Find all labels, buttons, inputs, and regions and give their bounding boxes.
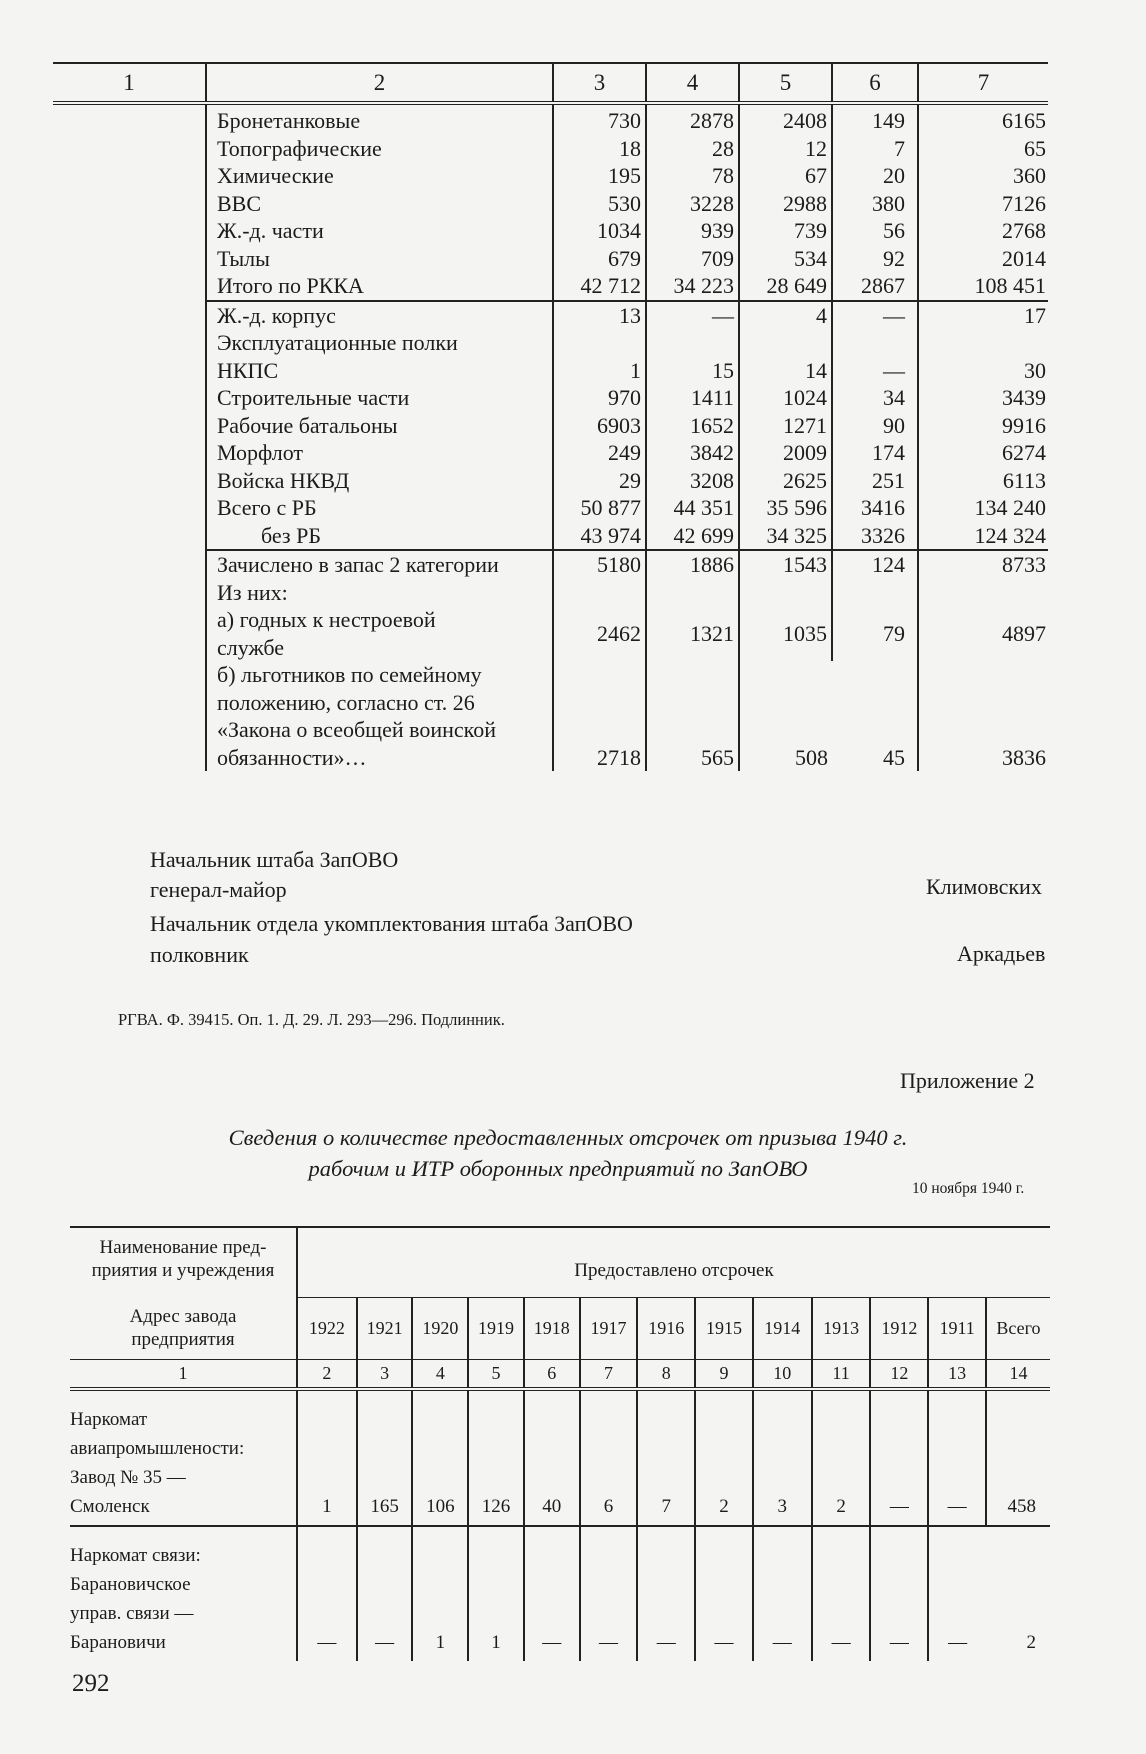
column-number: 1 <box>70 1359 297 1389</box>
row-label: без РБ <box>206 522 553 551</box>
table-row-total-rkka <box>53 272 1048 301</box>
cell: — <box>928 1389 986 1526</box>
cell: 1024 <box>739 384 832 412</box>
cell: 1 <box>468 1526 524 1661</box>
cell: 530 <box>553 190 646 218</box>
table-header-row <box>70 1297 1050 1359</box>
table-row <box>53 467 1048 495</box>
column-number: 5 <box>468 1359 524 1389</box>
cell: 6903 <box>553 412 646 440</box>
row-label: Ж.-д. корпус <box>206 301 553 330</box>
table-row <box>53 190 1048 218</box>
cell: 15 <box>646 329 739 384</box>
cell: 249 <box>553 439 646 467</box>
cell: — <box>580 1526 638 1661</box>
cell: 1034 <box>553 217 646 245</box>
cell: — <box>695 1526 753 1661</box>
cell: 360 <box>918 162 1048 190</box>
cell: — <box>870 1526 928 1661</box>
cell: 2768 <box>918 217 1048 245</box>
year-header: 1912 <box>870 1297 928 1359</box>
cell: 3326 <box>832 522 918 551</box>
year-header: 1921 <box>357 1297 413 1359</box>
archive-source-reference: РГВА. Ф. 39415. Оп. 1. Д. 29. Л. 293—296. Подлинник. <box>118 1010 505 1029</box>
cell: 1652 <box>646 412 739 440</box>
name-line: Наркомат <box>70 1409 148 1430</box>
cell: 2718 <box>553 661 646 771</box>
header-line: Адрес завода <box>129 1305 237 1327</box>
year-header: 1917 <box>580 1297 638 1359</box>
table-row <box>53 301 1048 330</box>
cell: 709 <box>646 245 739 273</box>
row-label: Морфлот <box>206 439 553 467</box>
cell: 730 <box>553 107 646 135</box>
row-label: Строительные части <box>206 384 553 412</box>
cell: 1 <box>553 329 646 384</box>
row-label-line: б) льготников по семейному <box>217 662 482 687</box>
column-number: 11 <box>812 1359 871 1389</box>
cell: 508 <box>739 661 832 771</box>
cell: 1035 <box>739 606 832 661</box>
cell: 78 <box>646 162 739 190</box>
cell: 2988 <box>739 190 832 218</box>
cell: 2878 <box>646 107 739 135</box>
row-label <box>206 329 553 384</box>
column-header: 5 <box>739 63 832 103</box>
table-row <box>53 439 1048 467</box>
cell: 45 <box>883 744 905 770</box>
column-number: 10 <box>753 1359 812 1389</box>
cell: 251 <box>832 467 918 495</box>
year-header: 1922 <box>297 1297 357 1359</box>
cell: 3228 <box>646 190 739 218</box>
signature-title-staffing-dept: Начальник отдела укомплектования штаба ЗапОВО <box>150 911 633 936</box>
cell: 6 <box>580 1389 638 1526</box>
row-label: Зачислено в запас 2 категории <box>206 550 553 579</box>
row-label-line: обязанности»… <box>217 744 367 770</box>
header-line: Наименование пред- <box>99 1237 267 1258</box>
cell: 30 <box>918 329 1048 384</box>
title-line-2: рабочим и ИТР оборонных предприятий по ЗапОВО <box>308 1156 808 1181</box>
table-row <box>53 107 1048 135</box>
page-number: 292 <box>72 1670 110 1697</box>
appendix-label: Приложение 2 <box>900 1068 1035 1093</box>
cell: — <box>637 1526 695 1661</box>
table-row <box>53 384 1048 412</box>
cell: — <box>832 329 918 384</box>
cell: 380 <box>832 190 918 218</box>
cell: 35 596 <box>739 494 832 522</box>
year-header: 1915 <box>695 1297 753 1359</box>
year-header: 1920 <box>412 1297 468 1359</box>
name-line: Барановичи <box>70 1632 166 1653</box>
cell: 6113 <box>918 467 1048 495</box>
cell: 2009 <box>739 439 832 467</box>
cell: 134 240 <box>918 494 1048 522</box>
table-row <box>53 550 1048 579</box>
cell: 34 223 <box>646 272 739 301</box>
year-header: 1916 <box>637 1297 695 1359</box>
year-header: 1918 <box>524 1297 580 1359</box>
total-header: Всего <box>986 1297 1050 1359</box>
column-number: 13 <box>928 1359 986 1389</box>
cell: 40 <box>524 1389 580 1526</box>
cell: 4 <box>739 301 832 330</box>
cell: 3842 <box>646 439 739 467</box>
cell: 17 <box>918 301 1048 330</box>
cell: — <box>832 301 918 330</box>
cell: 1886 <box>646 550 739 579</box>
cell: 1 <box>297 1389 357 1526</box>
name-column-header <box>70 1227 297 1297</box>
cell: 14 <box>739 329 832 384</box>
header-line: предприятия <box>131 1328 235 1350</box>
table-header-row <box>53 63 1048 103</box>
cell: 126 <box>468 1389 524 1526</box>
cell: 90 <box>832 412 918 440</box>
column-header: 7 <box>918 63 1048 103</box>
cell: 5180 <box>553 550 646 579</box>
row-label-line: а) годных к нестроевой <box>217 607 436 632</box>
cell: — <box>524 1526 580 1661</box>
name-line: Наркомат связи: <box>70 1545 201 1566</box>
row-label <box>206 661 553 771</box>
cell: 2 <box>812 1389 871 1526</box>
cell: 1 <box>412 1526 468 1661</box>
cell: 124 <box>832 550 918 579</box>
cell: 149 <box>832 107 918 135</box>
cell: 4897 <box>918 606 1048 661</box>
column-number: 12 <box>870 1359 928 1389</box>
cell: 42 699 <box>646 522 739 551</box>
cell: 7 <box>637 1389 695 1526</box>
column-number: 14 <box>986 1359 1050 1389</box>
cell: 1411 <box>646 384 739 412</box>
cell: — <box>870 1389 928 1526</box>
cell: — <box>357 1526 413 1661</box>
signature-rank-major-general: генерал-майор <box>150 877 287 902</box>
cell: 18 <box>553 135 646 163</box>
cell: 79 <box>832 606 918 661</box>
cell: 534 <box>739 245 832 273</box>
cell: 8733 <box>918 550 1048 579</box>
cell: 2462 <box>553 606 646 661</box>
cell: 3 <box>753 1389 812 1526</box>
cell: 3208 <box>646 467 739 495</box>
column-number: 7 <box>580 1359 638 1389</box>
cell: 2 <box>695 1389 753 1526</box>
cell: 29 <box>553 467 646 495</box>
column-header: 6 <box>832 63 918 103</box>
cell: 7126 <box>918 190 1048 218</box>
cell: 9916 <box>918 412 1048 440</box>
cell: 6274 <box>918 439 1048 467</box>
row-label-line: «Закона о всеобщей воинской <box>217 717 497 742</box>
cell: 1321 <box>646 606 739 661</box>
row-label: Химические <box>206 162 553 190</box>
cell: 3439 <box>918 384 1048 412</box>
table-row-baranovichi-comms <box>70 1526 1050 1661</box>
cell: 739 <box>739 217 832 245</box>
name-line: Смоленск <box>70 1496 150 1517</box>
cell: — <box>646 301 739 330</box>
cell: 42 712 <box>553 272 646 301</box>
cell: 13 <box>553 301 646 330</box>
table-row-total-without-rb <box>53 522 1048 551</box>
cell: — <box>297 1526 357 1661</box>
cell: 12 <box>739 135 832 163</box>
deferment-table <box>70 1226 1050 1661</box>
column-header: 4 <box>646 63 739 103</box>
table-row <box>53 217 1048 245</box>
title-line-1: Сведения о количестве предоставленных отсрочек от призыва 1940 г. <box>228 1125 908 1150</box>
cell: 165 <box>357 1389 413 1526</box>
cell: — <box>928 1526 986 1661</box>
cell: 7 <box>832 135 918 163</box>
column-header: 3 <box>553 63 646 103</box>
enterprise-name <box>70 1389 297 1526</box>
cell: 108 451 <box>918 272 1048 301</box>
year-header: 1914 <box>753 1297 812 1359</box>
signature-title-chief-of-staff: Начальник штаба ЗапОВО <box>150 847 399 872</box>
cell: 1543 <box>739 550 832 579</box>
name-line: авиапромышлености: <box>70 1438 245 1459</box>
name-line: Барановичское <box>70 1574 191 1595</box>
table-header-row <box>70 1227 1050 1297</box>
column-header: 2 <box>206 63 553 103</box>
year-header: 1919 <box>468 1297 524 1359</box>
cell: 34 <box>832 384 918 412</box>
header-line: приятия и учреждения <box>91 1260 275 1281</box>
cell: 50 877 <box>553 494 646 522</box>
row-label: Из них: <box>206 579 553 607</box>
column-number: 2 <box>297 1359 357 1389</box>
table-row-total-with-rb <box>53 494 1048 522</box>
cell: 106 <box>412 1389 468 1526</box>
row-label: Войска НКВД <box>206 467 553 495</box>
table-row <box>53 245 1048 273</box>
cell: 1271 <box>739 412 832 440</box>
row-label: Итого по РККА <box>206 272 553 301</box>
row-label: Тылы <box>206 245 553 273</box>
column-number-row <box>70 1359 1050 1389</box>
cell: 124 324 <box>918 522 1048 551</box>
year-header: 1913 <box>812 1297 871 1359</box>
cell: 2625 <box>739 467 832 495</box>
document-title <box>0 1122 1146 1184</box>
cell: 970 <box>553 384 646 412</box>
cell: 679 <box>553 245 646 273</box>
cell: 939 <box>646 217 739 245</box>
cell: 65 <box>918 135 1048 163</box>
cell: 565 <box>646 661 739 771</box>
column-number: 6 <box>524 1359 580 1389</box>
cell: 2408 <box>739 107 832 135</box>
cell-total: 458 <box>986 1389 1050 1526</box>
cell: 56 <box>832 217 918 245</box>
cell: 44 351 <box>646 494 739 522</box>
cell: 174 <box>832 439 918 467</box>
column-number: 3 <box>357 1359 413 1389</box>
signature-name-klimovskikh: Климовских <box>926 874 1042 899</box>
table-row <box>53 661 1048 771</box>
cell-total: 2 <box>1026 1632 1036 1653</box>
year-header: 1911 <box>928 1297 986 1359</box>
row-label: Рабочие батальоны <box>206 412 553 440</box>
cell: 43 974 <box>553 522 646 551</box>
row-label-line: НКПС <box>217 357 279 383</box>
table-row <box>53 329 1048 384</box>
cell: 3836 <box>918 661 1048 771</box>
column-number: 8 <box>637 1359 695 1389</box>
cell: 195 <box>553 162 646 190</box>
cell: 67 <box>739 162 832 190</box>
column-header: 1 <box>53 63 206 103</box>
cell: 3416 <box>832 494 918 522</box>
cell: 28 649 <box>739 272 832 301</box>
name-line: Завод № 35 — <box>70 1467 186 1488</box>
column-number: 9 <box>695 1359 753 1389</box>
row-label-line: службе <box>217 634 285 660</box>
document-date: 10 ноября 1940 г. <box>912 1180 1025 1197</box>
table-row <box>53 135 1048 163</box>
table-row <box>53 579 1048 607</box>
table-row-smolensk-plant <box>70 1389 1050 1526</box>
enterprise-name <box>70 1526 297 1661</box>
table-row <box>53 162 1048 190</box>
cell: 6165 <box>918 107 1048 135</box>
row-label: Топографические <box>206 135 553 163</box>
row-label: Всего с РБ <box>206 494 553 522</box>
row-label-line: Эксплуатационные полки <box>217 330 458 355</box>
cell: 34 325 <box>739 522 832 551</box>
row-label: Бронетанковые <box>206 107 553 135</box>
table-row <box>53 606 1048 661</box>
row-label: Ж.-д. части <box>206 217 553 245</box>
row-label: ВВС <box>206 190 553 218</box>
column-number: 4 <box>412 1359 468 1389</box>
name-line: управ. связи — <box>70 1603 194 1624</box>
cell: — <box>812 1526 871 1661</box>
cell: — <box>753 1526 812 1661</box>
cell: 20 <box>832 162 918 190</box>
cell: 28 <box>646 135 739 163</box>
table-row <box>53 412 1048 440</box>
cell: 92 <box>832 245 918 273</box>
cell: 2014 <box>918 245 1048 273</box>
signature-name-arkadyev: Аркадьев <box>957 941 1046 966</box>
cell: 2867 <box>832 272 918 301</box>
conscription-summary-table <box>53 62 1048 771</box>
group-header-deferments: Предоставлено отсрочек <box>297 1227 1050 1297</box>
row-label <box>206 606 553 661</box>
row-label-line: положению, согласно ст. 26 <box>217 689 475 715</box>
signature-rank-colonel: полковник <box>150 942 249 967</box>
address-column-header <box>70 1297 297 1359</box>
